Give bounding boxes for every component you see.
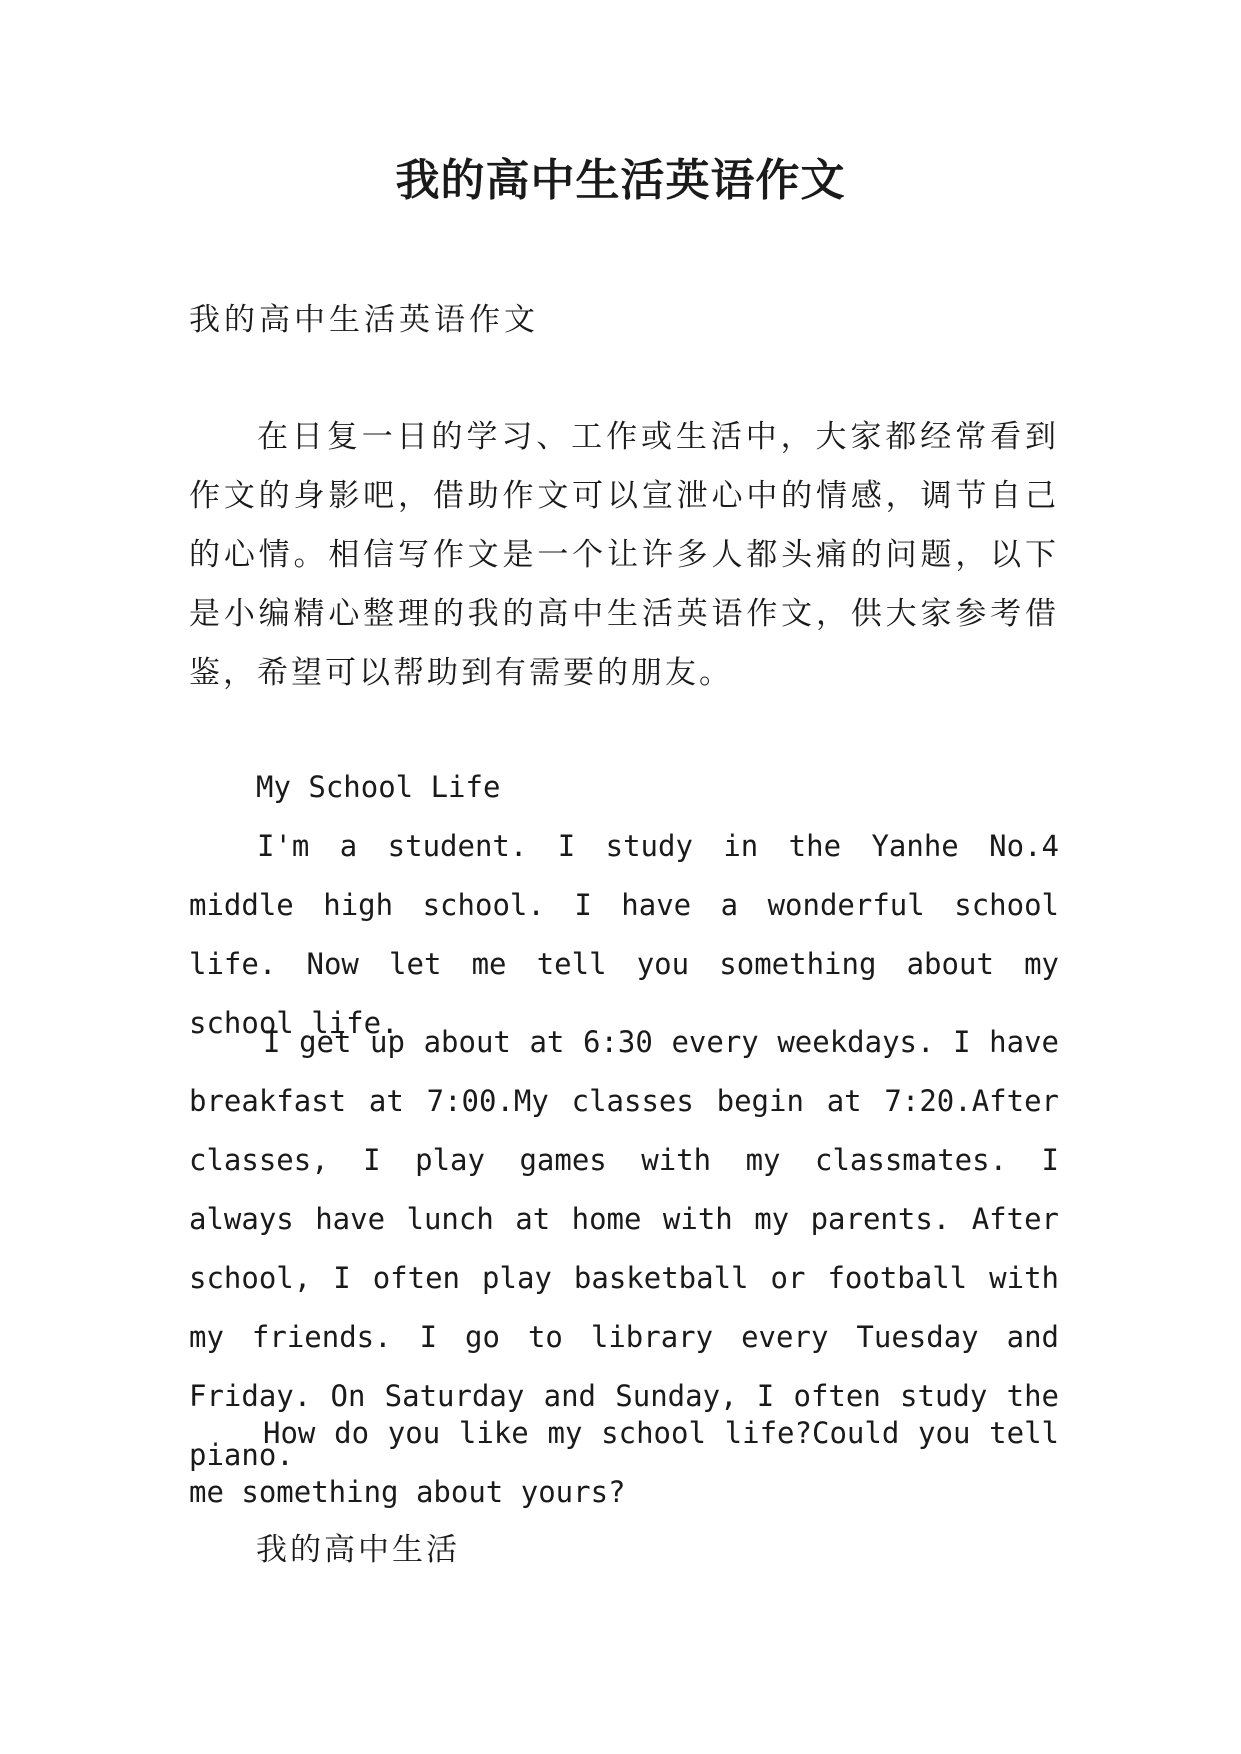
essay-paragraph-2: I get up about at 6:30 every weekdays. I have breakfast at 7:00.My classes begin at 7:20.After classes, I play games with my classmates. I always have lunch at home with my parents. After school, I often play basketball or football with my friends. I go to library every Tuesday and Friday. On Saturday and Sunday, I often study the piano. [189, 1025, 1059, 1472]
section-heading: 我的高中生活 [256, 1532, 460, 1568]
page-title: 我的高中生活英语作文 [395, 155, 846, 206]
essay-paragraph-1: I'm a student. I study in the Yanhe No.4 middle high school. I have a wonderful school life. Now let me tell you something about my school life. [189, 829, 1059, 1040]
essay-heading: My School Life [256, 770, 501, 804]
document-subtitle: 我的高中生活英语作文 [189, 302, 539, 338]
essay-paragraph-3: How do you like my school life?Could you tell me something about yours? [189, 1416, 1059, 1509]
intro-paragraph: 在日复一日的学习、工作或生活中，大家都经常看到作文的身影吧，借助作文可以宣泄心中的情感，调节自己的心情。相信写作文是一个让许多人都头痛的问题，以下是小编精心整理的我的高中生活英语作文，供大家参考借鉴，希望可以帮助到有需要的朋友。 [189, 419, 1059, 691]
